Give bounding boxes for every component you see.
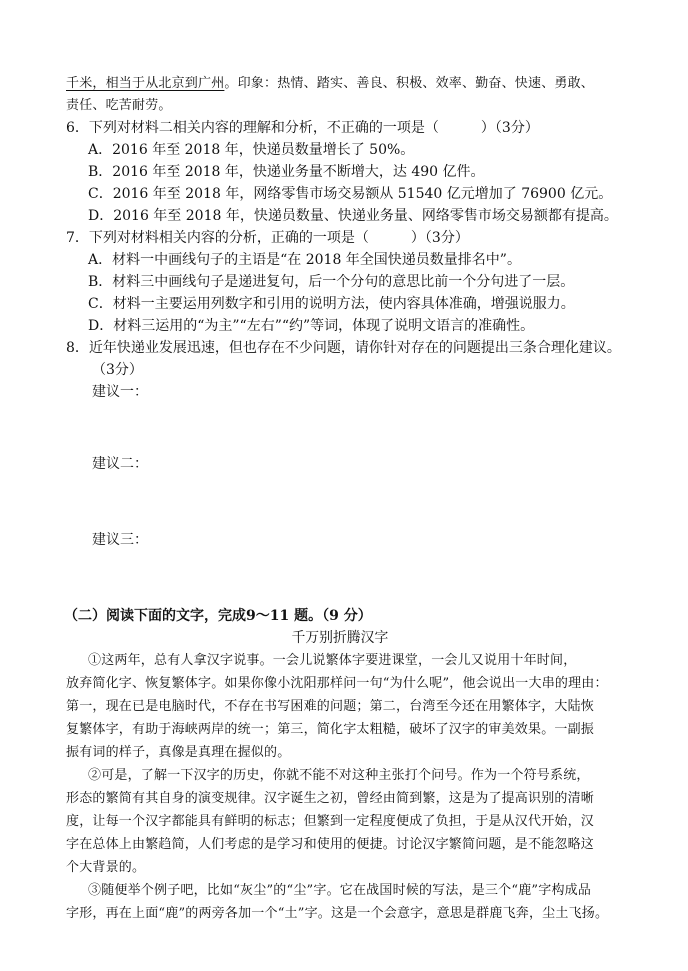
suggestion-3-label: 建议三： <box>92 532 148 548</box>
q7-option-b: B．材料三中画线句子是递进复句，后一个分句的意思比前一个分句进了一层。 <box>88 274 575 290</box>
q6-option-b: B．2016 年至 2018 年，快递业务量不断增大，达 490 亿件。 <box>88 164 485 180</box>
article-line-11: ③随便举个例子吧，比如“灰尘”的“尘”字。它在战国时候的写法，是三个“鹿”字构成品 <box>88 883 592 898</box>
top-line-1-rest: 。印象：热情、踏实、善良、积极、效率、勤奋、快速、勇敢、 <box>224 76 595 91</box>
section-2-heading: （二）阅读下面的文字，完成9～11 题。（9 分） <box>64 608 372 624</box>
q8-score: （3分） <box>92 362 143 378</box>
q7-option-d: D．材料三运用的“为主”“左右”“约”等词，体现了说明文语言的准确性。 <box>88 318 535 334</box>
article-line-10: 个大背景的。 <box>66 860 146 875</box>
q6-option-d: D．2016 年至 2018 年，快递员数量、快递业务量、网络零售市场交易额都有提高。 <box>88 208 618 224</box>
article-line-9: 字在总体上由繁趋简，人们考虑的是学习和使用的便捷。讨论汉字繁简问题，是不能忽略这 <box>66 837 595 852</box>
q6-stem: 6．下列对材料二相关内容的理解和分析，不正确的一项是（ ）（3分） <box>66 120 539 136</box>
q7-option-c: C．材料一主要运用列数字和引用的说明方法，使内容具体准确，增强说服力。 <box>88 296 575 312</box>
q7-stem: 7．下列对材料相关内容的分析，正确的一项是（ ）（3分） <box>66 230 469 246</box>
suggestion-1-label: 建议一： <box>92 384 148 400</box>
article-line-5: 振有词的样子，真像是真理在握似的。 <box>66 745 291 760</box>
article-line-1: ①这两年，总有人拿汉字说事。一会儿说繁体字要进课堂，一会儿又说用十年时间， <box>88 653 577 668</box>
article-line-4: 复繁体字，有助于海峡两岸的统一；第三，简化字太粗糙，破坏了汉字的审美效果。一副振 <box>66 722 595 737</box>
top-line-2: 责任、吃苦耐劳。 <box>66 98 172 113</box>
q8-stem: 8．近年快递业发展迅速，但也存在不少问题，请你针对存在的问题提出三条合理化建议。 <box>66 340 621 356</box>
suggestion-2-label: 建议二： <box>92 456 148 472</box>
q6-option-a: A．2016 年至 2018 年，快递员数量增长了 50%。 <box>88 142 415 158</box>
article-line-2: 放弃简化字、恢复繁体字。如果你像小沈阳那样问一句“为什么呢”，他会说出一大串的理由： <box>66 676 608 691</box>
top-line-1 <box>66 74 594 94</box>
article-line-12: 字形，再在上面“鹿”的两旁各加一个“土”字。这是一个会意字，意思是群鹿飞奔，尘土飞扬。 <box>66 906 609 921</box>
q6-option-c: C．2016 年至 2018 年，网络零售市场交易额从 51540 亿元增加了 76900 亿元。 <box>88 186 613 202</box>
article-line-7: 形态的繁简有其自身的演变规律。汉字诞生之初，曾经由简到繁，这是为了提高识别的清晰 <box>66 791 595 806</box>
article-line-6: ②可是，了解一下汉字的历史，你就不能不对这种主张打个问号。作为一个符号系统， <box>88 768 590 783</box>
article-line-3: 第一，现在已是电脑时代，不存在书写困难的问题；第二，台湾至今还在用繁体字，大陆恢 <box>66 699 595 714</box>
article-title: 千万别折腾汉字 <box>291 630 389 646</box>
underlined-phrase: 千米，相当于从北京到广州 <box>66 76 225 91</box>
article-line-8: 度，让每一个汉字都能具有鲜明的标志；但繁到一定程度便成了负担，于是从汉代开始，汉 <box>66 814 595 829</box>
q7-option-a: A．材料一中画线句子的主语是“在 2018 年全国快递员数量排名中”。 <box>88 252 521 268</box>
